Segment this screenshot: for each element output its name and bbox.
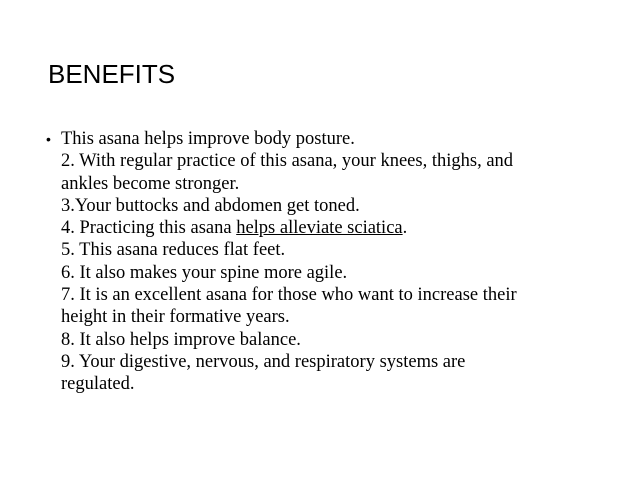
benefit-line: ankles become stronger.: [61, 173, 240, 194]
benefit-line: 8. It also helps improve balance.: [61, 329, 301, 350]
benefit-line: 3.Your buttocks and abdomen get toned.: [61, 195, 360, 216]
slide-title: BENEFITS: [48, 59, 176, 89]
bullet-icon: •: [46, 131, 51, 147]
benefit-line: 7. It is an excellent asana for those who want to increase their: [61, 285, 517, 306]
benefit-line-with-link: [61, 217, 631, 239]
benefit-line: 5. This asana reduces flat feet.: [61, 240, 286, 261]
benefit-line: 2. With regular practice of this asana, your knees, thighs, and: [61, 151, 514, 172]
benefit-line-suffix: .: [402, 218, 408, 239]
benefit-line: height in their formative years.: [61, 307, 290, 328]
benefit-line-prefix: 4. Practicing this asana: [61, 218, 237, 239]
benefit-line: regulated.: [61, 374, 135, 395]
benefit-line: This asana helps improve body posture.: [61, 129, 355, 149]
sciatica-link[interactable]: helps alleviate sciatica: [236, 218, 403, 239]
benefit-line: 6. It also makes your spine more agile.: [61, 262, 348, 283]
benefits-text: [61, 128, 631, 396]
benefit-line: 9. Your digestive, nervous, and respiratory systems are: [61, 351, 466, 372]
